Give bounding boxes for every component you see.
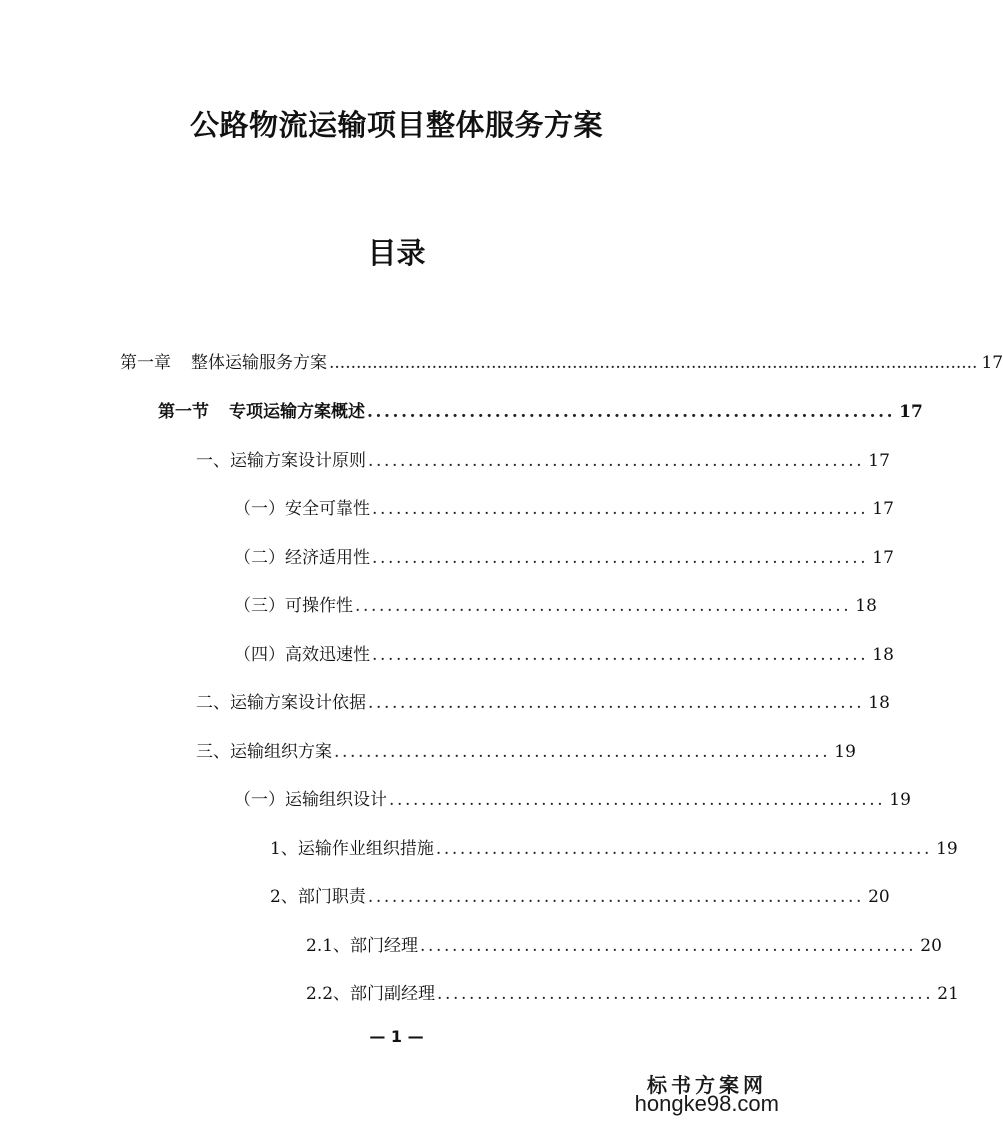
toc-entry-text: 二、运输方案设计依据 xyxy=(196,693,366,713)
toc-entry[interactable] xyxy=(306,979,959,1007)
watermark-site-name: 标书方案网 xyxy=(647,1073,767,1097)
toc-entry-text: 整体运输服务方案 xyxy=(191,353,327,373)
toc-entry-page: 17 xyxy=(899,402,923,422)
toc-entry-text: 2.2、部门副经理 xyxy=(306,984,436,1004)
toc-entry-text: （三）可操作性 xyxy=(234,596,353,616)
toc-leader-dots: .............................................................. xyxy=(372,499,869,519)
toc-entry-text: （一）安全可靠性 xyxy=(234,499,370,519)
toc-leader-dots: .............................................................. xyxy=(435,839,933,859)
toc-entry-page: 18 xyxy=(855,596,877,616)
toc-entry[interactable] xyxy=(234,591,877,619)
toc-entry-page: 21 xyxy=(937,984,959,1004)
toc-entry[interactable] xyxy=(234,494,894,522)
toc-entry-page: 20 xyxy=(868,887,890,907)
toc-entry-text: 2、部门职责 xyxy=(270,887,366,907)
toc-entry-text: 2.1、部门经理 xyxy=(306,936,419,956)
toc-entry-text: （四）高效迅速性 xyxy=(234,645,370,665)
toc-leader-dots: .............................................................. xyxy=(372,645,869,665)
toc-entry[interactable] xyxy=(270,882,890,910)
toc-heading: 目录 xyxy=(367,236,426,270)
toc-entry[interactable] xyxy=(306,931,942,959)
toc-entry-page: 19 xyxy=(936,839,958,859)
toc-entry-page: 19 xyxy=(834,742,856,762)
toc-leader-dots: .............................................................. xyxy=(420,936,917,956)
toc-entry[interactable] xyxy=(270,834,958,862)
toc-entry[interactable] xyxy=(234,640,894,668)
toc-entry-page: 17 xyxy=(868,451,890,471)
toc-leader-dots: .............................................................. xyxy=(437,984,934,1004)
toc-leader-dots: ........................................................................................................................ xyxy=(329,353,978,373)
toc-entry[interactable] xyxy=(196,737,856,765)
toc-entry-text: 三、运输组织方案 xyxy=(196,742,332,762)
toc-leader-dots: .............................................................. xyxy=(367,402,896,422)
toc-entry-page: 17 xyxy=(872,548,894,568)
toc-leader-dots: .............................................................. xyxy=(334,742,831,762)
toc-entry-page: 17 xyxy=(872,499,894,519)
toc-leader-dots: .............................................................. xyxy=(368,693,865,713)
toc-leader-dots: .............................................................. xyxy=(368,451,865,471)
toc-entry-page: 17 xyxy=(981,353,1003,373)
toc-entry-text: （二）经济适用性 xyxy=(234,548,370,568)
toc-entry-prefix: 第一节 xyxy=(158,402,209,422)
toc-entry-page: 19 xyxy=(889,790,911,810)
page-number: — 1 — xyxy=(369,1027,424,1046)
toc-entry-text: 1、运输作业组织措施 xyxy=(270,839,434,859)
toc-leader-dots: .............................................................. xyxy=(389,790,886,810)
toc-entry[interactable] xyxy=(234,785,911,813)
toc-leader-dots: .............................................................. xyxy=(367,887,865,907)
toc-entry-prefix: 第一章 xyxy=(120,353,171,373)
toc-entry[interactable] xyxy=(234,543,894,571)
watermark-url: hongke98.com xyxy=(634,1091,779,1116)
document-title: 公路物流运输项目整体服务方案 xyxy=(189,108,603,142)
toc-entry-page: 18 xyxy=(872,645,894,665)
toc-leader-dots: .............................................................. xyxy=(372,548,869,568)
toc-entry[interactable] xyxy=(196,446,890,474)
toc-leader-dots: .............................................................. xyxy=(355,596,852,616)
toc-entry[interactable] xyxy=(196,688,890,716)
toc-entry-text: 一、运输方案设计原则 xyxy=(196,451,366,471)
toc-entry-page: 20 xyxy=(920,936,942,956)
toc-entry-text: （一）运输组织设计 xyxy=(234,790,387,810)
toc-entry-text: 专项运输方案概述 xyxy=(229,402,365,422)
toc-entry-chapter-1[interactable] xyxy=(120,348,1003,376)
toc-entry-section-1[interactable] xyxy=(158,397,923,425)
toc-entry-page: 18 xyxy=(868,693,890,713)
